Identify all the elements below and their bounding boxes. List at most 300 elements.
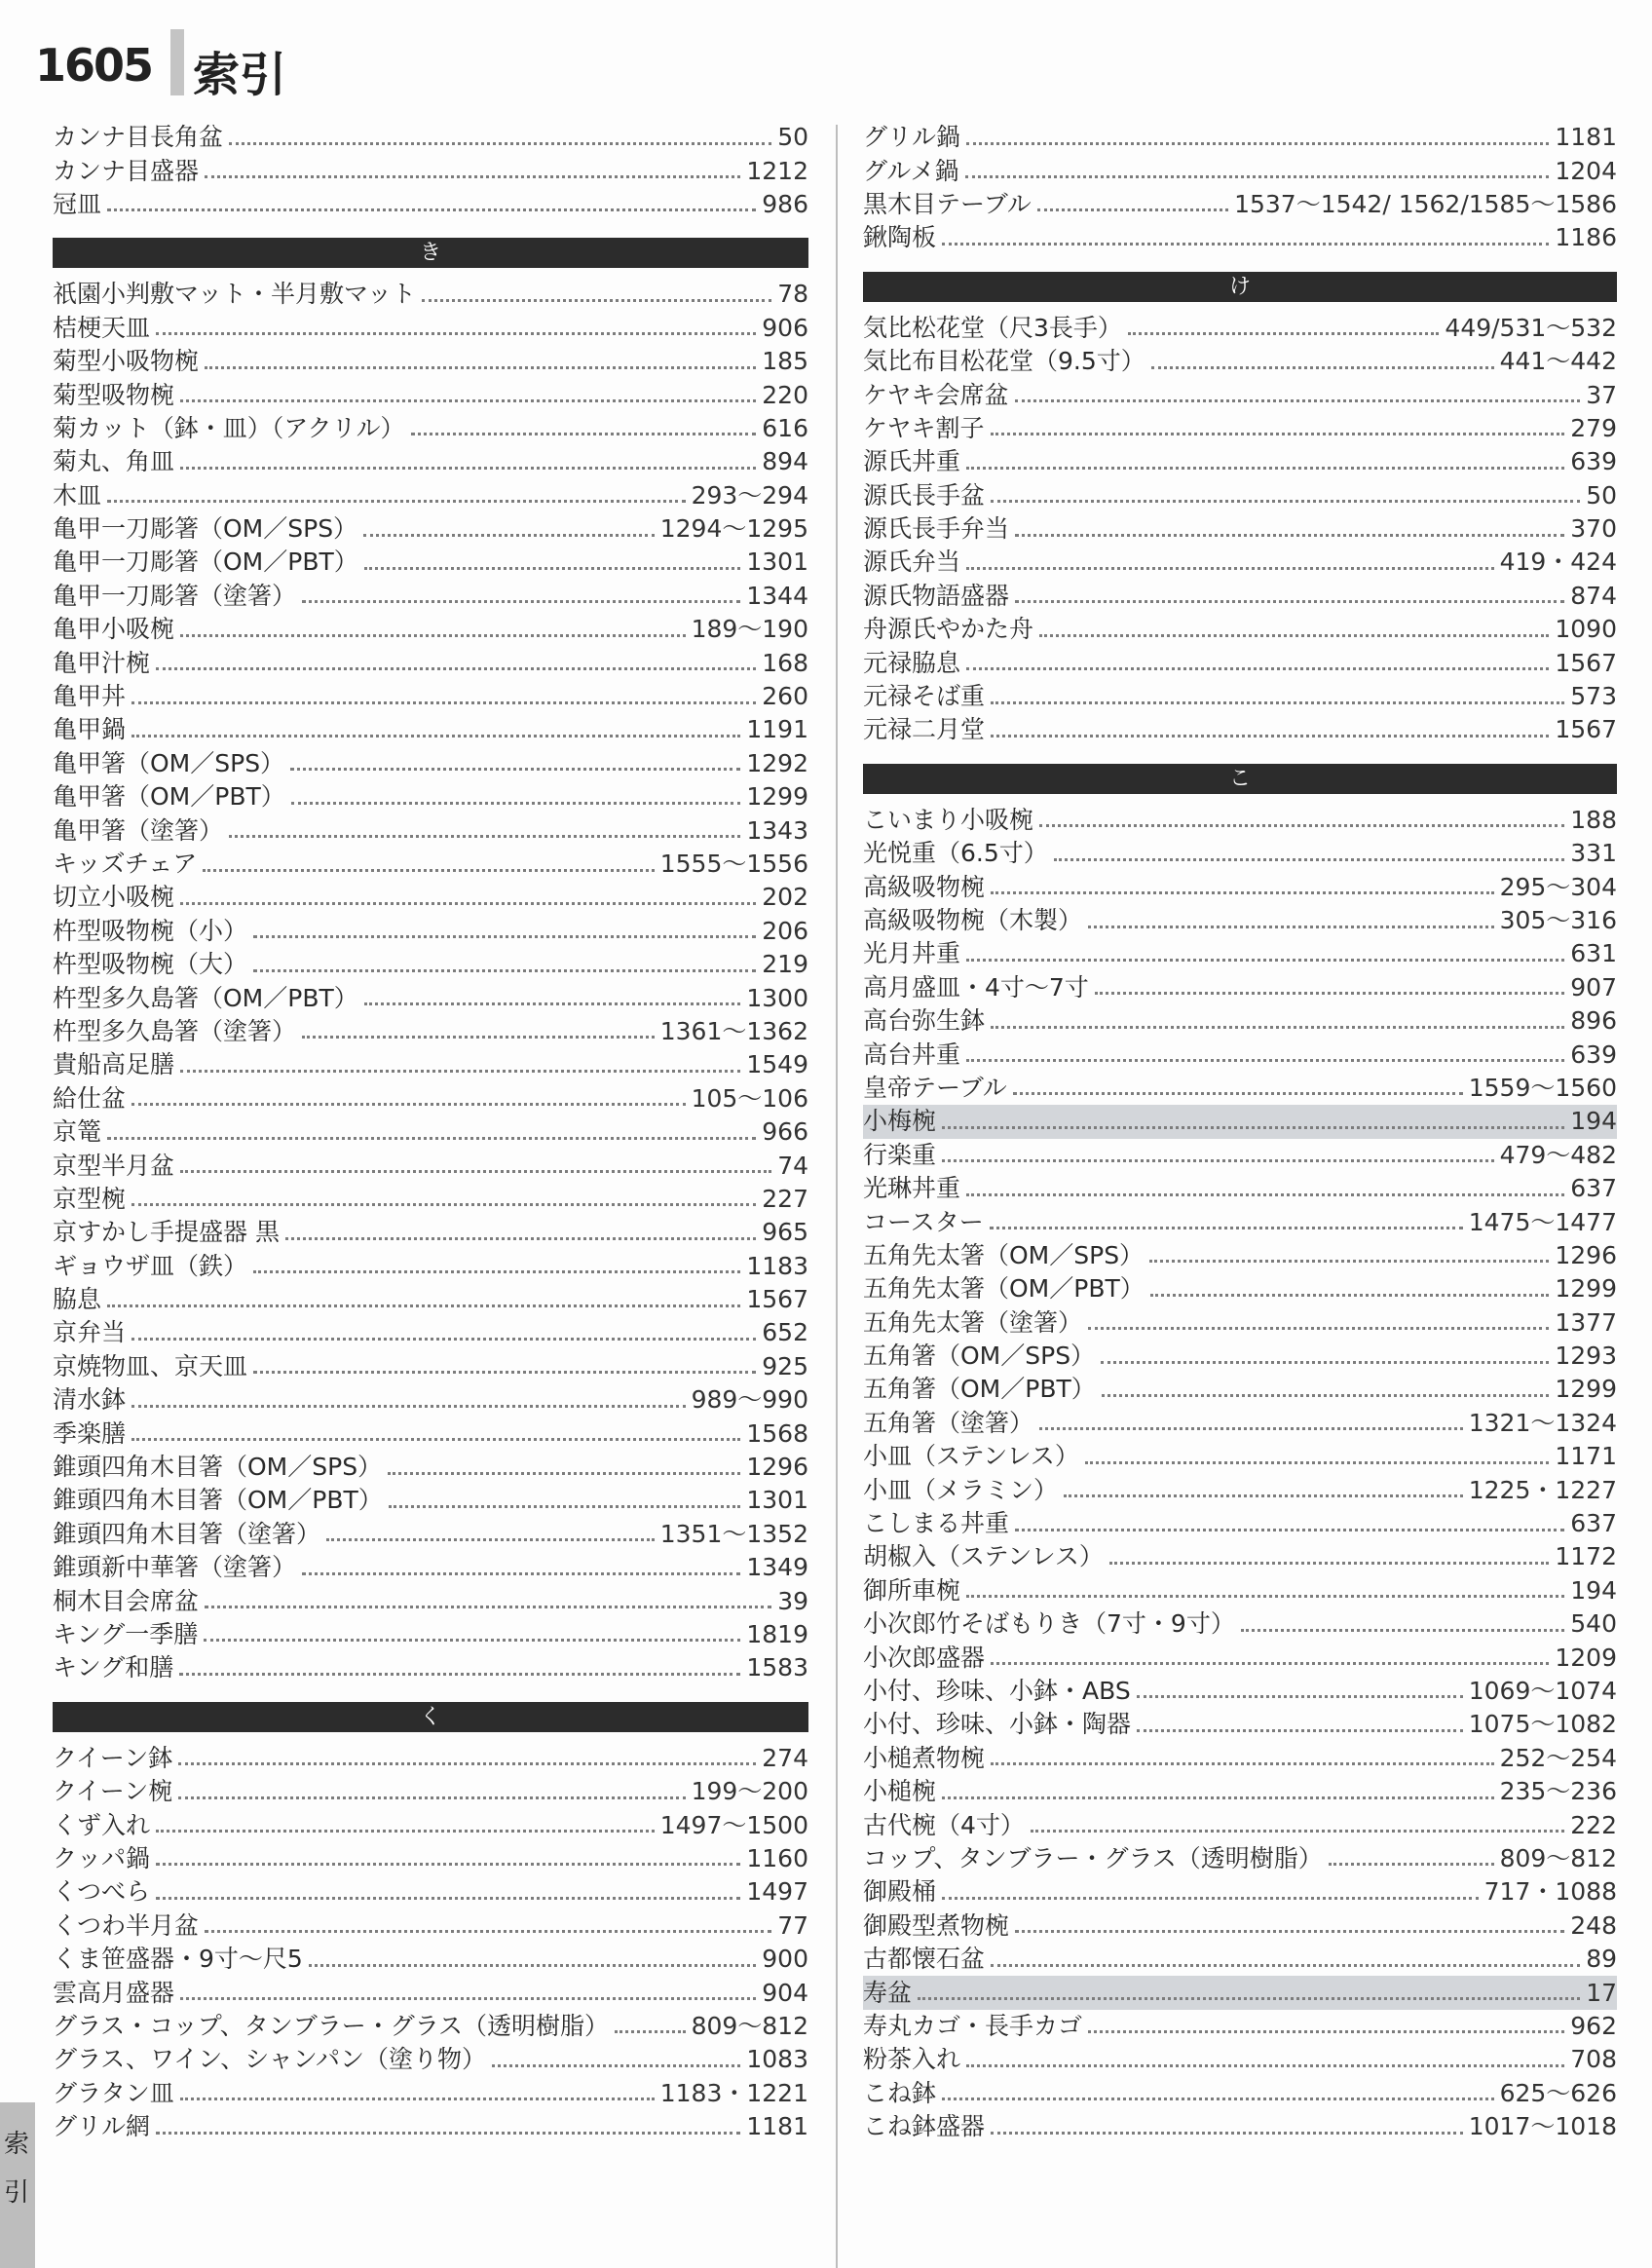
entry-page: 1351〜1352 [659, 1519, 808, 1548]
entry-name: グルメ鍋 [863, 156, 959, 185]
entry-name: 源氏丼重 [863, 447, 961, 476]
entry-name: くず入れ [53, 1810, 151, 1839]
index-entry[interactable] [863, 1340, 1617, 1373]
index-entry[interactable] [53, 445, 808, 478]
index-entry[interactable] [863, 2010, 1617, 2043]
entry-name: 高級吸物椀（木製） [863, 906, 1083, 934]
leader-dots [131, 701, 756, 704]
index-entry[interactable] [53, 188, 808, 221]
leader-dots [107, 500, 686, 503]
leader-dots [253, 1270, 740, 1273]
leader-dots [107, 1304, 740, 1307]
index-entry[interactable] [863, 1574, 1617, 1607]
entry-page: 449/531〜532 [1445, 313, 1617, 342]
index-entry[interactable] [53, 948, 808, 981]
side-index-tab[interactable] [0, 2102, 35, 2268]
entry-name: クイーン椀 [53, 1777, 173, 1806]
entry-page: 1225・1227 [1468, 1475, 1617, 1504]
index-entry[interactable] [863, 1641, 1617, 1674]
entry-page: 1069〜1074 [1468, 1676, 1617, 1705]
index-entry[interactable] [863, 1272, 1617, 1305]
index-entry[interactable] [863, 870, 1617, 903]
entry-page: 1294〜1295 [659, 514, 808, 544]
index-entry[interactable] [863, 1373, 1617, 1406]
entry-page: 39 [777, 1586, 808, 1615]
index-entry[interactable] [53, 1183, 808, 1216]
entry-page: 1301 [746, 1486, 808, 1515]
entry-name: 小槌椀 [863, 1777, 937, 1806]
entry-name: キング一季膳 [53, 1619, 199, 1648]
leader-dots [131, 1338, 756, 1341]
entry-page: 1186 [1555, 223, 1617, 252]
entry-name: 錐頭新中華箸（塗箸） [53, 1553, 297, 1582]
leader-dots [1085, 1461, 1549, 1464]
entry-page: 227 [762, 1184, 808, 1213]
leader-dots [1151, 366, 1494, 369]
index-entry[interactable] [863, 345, 1617, 378]
index-entry[interactable] [53, 613, 808, 646]
index-entry[interactable] [863, 121, 1617, 154]
entry-page: 637 [1570, 1509, 1617, 1538]
leader-dots [156, 667, 756, 670]
index-entry[interactable] [863, 512, 1617, 546]
leader-dots [302, 600, 740, 603]
index-entry[interactable] [863, 580, 1617, 613]
entry-page: 1497〜1500 [659, 1810, 808, 1839]
index-entry[interactable] [53, 1082, 808, 1115]
index-entry[interactable] [863, 1507, 1617, 1540]
entry-name: 清水鉢 [53, 1385, 127, 1415]
index-entry[interactable] [53, 646, 808, 679]
entry-name: 高台丼重 [863, 1040, 961, 1069]
index-entry[interactable] [53, 1350, 808, 1383]
index-entry[interactable] [53, 1551, 808, 1584]
index-entry[interactable] [863, 1072, 1617, 1105]
index-entry[interactable] [863, 1909, 1617, 1943]
entry-page: 809〜812 [691, 2011, 808, 2040]
index-entry[interactable] [53, 1383, 808, 1417]
index-entry[interactable] [863, 1172, 1617, 1205]
index-entry[interactable] [863, 1742, 1617, 1775]
index-entry[interactable] [863, 1205, 1617, 1238]
index-entry[interactable] [53, 2043, 808, 2076]
index-entry[interactable] [53, 1976, 808, 2009]
index-entry[interactable] [53, 680, 808, 713]
leader-dots [991, 1964, 1580, 1967]
leader-dots [1150, 1294, 1550, 1297]
entry-page: 1296 [746, 1453, 808, 1482]
index-entry[interactable] [53, 345, 808, 378]
leader-dots [991, 1662, 1549, 1665]
index-entry[interactable] [863, 2043, 1617, 2076]
leader-dots [1128, 332, 1440, 335]
index-entry[interactable] [863, 188, 1617, 221]
index-entry[interactable] [53, 1842, 808, 1875]
index-entry[interactable] [863, 445, 1617, 478]
entry-name: くつわ半月盆 [53, 1910, 200, 1940]
entry-name: 小付、珍味、小鉢・ABS [863, 1676, 1131, 1705]
entry-name: 木皿 [53, 480, 102, 510]
entry-name: 脇息 [53, 1285, 102, 1314]
entry-page: 1299 [746, 782, 808, 812]
entry-page: 331 [1570, 839, 1617, 868]
leader-dots [966, 2064, 1564, 2067]
entry-name: ケヤキ割子 [863, 413, 985, 442]
index-entry[interactable] [863, 1038, 1617, 1071]
entry-page: 235〜236 [1499, 1777, 1617, 1806]
entry-page: 1301 [746, 548, 808, 577]
index-entry[interactable] [863, 1842, 1617, 1875]
entry-name: 小次郎竹そばもりき（7寸・9寸） [863, 1609, 1235, 1639]
index-entry[interactable] [863, 2110, 1617, 2143]
entry-name: 御所車椀 [863, 1575, 961, 1605]
entry-page: 1183・1221 [659, 2078, 808, 2107]
entry-page: 1292 [746, 748, 808, 777]
index-entry[interactable] [863, 680, 1617, 713]
leader-dots [615, 2030, 686, 2033]
entry-page: 50 [1586, 480, 1617, 510]
entry-page: 1299 [1555, 1274, 1617, 1304]
index-entry[interactable] [53, 1584, 808, 1617]
index-entry[interactable] [53, 580, 808, 613]
index-entry[interactable] [863, 1004, 1617, 1038]
leader-dots [990, 1227, 1463, 1229]
leader-dots [1013, 1092, 1463, 1095]
entry-name: 黒木目テーブル [863, 189, 1032, 218]
leader-dots [422, 299, 771, 302]
entry-name: 貴船高足膳 [53, 1050, 175, 1079]
entry-page: 639 [1570, 1040, 1617, 1069]
leader-dots [966, 959, 1564, 962]
entry-name: 源氏物語盛器 [863, 581, 1010, 610]
entry-name: 源氏長手盆 [863, 480, 986, 510]
entry-page: 370 [1570, 514, 1617, 544]
entry-page: 1160 [746, 1843, 808, 1872]
entry-name: クッパ鍋 [53, 1843, 151, 1872]
index-entry[interactable] [863, 1607, 1617, 1641]
entry-name: 錐頭四角木目箸（OM／PBT） [53, 1486, 383, 1515]
entry-name: 光琳丼重 [863, 1174, 961, 1203]
index-entry[interactable] [863, 1875, 1617, 1909]
leader-dots [290, 768, 740, 771]
index-entry[interactable] [863, 412, 1617, 445]
leader-dots [229, 835, 740, 838]
index-entry[interactable] [53, 2010, 808, 2043]
leader-dots [180, 1070, 740, 1073]
entry-name: 古代椀（4寸） [863, 1810, 1025, 1839]
entry-page: 616 [762, 413, 808, 442]
entry-name: 御殿型煮物椀 [863, 1910, 1010, 1940]
side-tab-char-1: 索 [4, 2130, 30, 2159]
index-entry[interactable] [53, 1115, 808, 1149]
index-entry[interactable] [53, 1943, 808, 1976]
index-entry[interactable] [863, 904, 1617, 937]
index-entry[interactable] [863, 1139, 1617, 1172]
index-entry[interactable] [863, 613, 1617, 646]
index-entry[interactable] [53, 1250, 808, 1283]
index-entry[interactable] [53, 512, 808, 546]
index-entry[interactable] [863, 713, 1617, 746]
leader-dots [131, 1405, 686, 1408]
entry-page: 708 [1570, 2045, 1617, 2074]
entry-page: 206 [762, 916, 808, 945]
index-entry[interactable] [53, 848, 808, 881]
entry-name: 切立小吸椀 [53, 883, 175, 912]
index-entry[interactable] [53, 412, 808, 445]
leader-dots [364, 1002, 741, 1005]
entry-page: 1090 [1555, 615, 1617, 644]
entry-page: 809〜812 [1499, 1843, 1617, 1872]
entry-page: 717・1088 [1483, 1877, 1617, 1907]
leader-dots [291, 802, 741, 805]
index-entry[interactable] [53, 1651, 808, 1684]
index-entry[interactable] [863, 1708, 1617, 1741]
entry-page: 1583 [746, 1653, 808, 1682]
leader-dots [1101, 1361, 1549, 1364]
index-entry[interactable] [53, 1216, 808, 1249]
index-entry[interactable] [53, 1048, 808, 1081]
entry-page: 1321〜1324 [1468, 1408, 1617, 1437]
index-entry[interactable] [53, 121, 808, 154]
leader-dots [131, 735, 740, 737]
index-entry[interactable] [53, 546, 808, 579]
leader-dots [991, 2132, 1463, 2135]
index-entry[interactable] [863, 1675, 1617, 1708]
leader-dots [1015, 399, 1581, 402]
index-entry[interactable] [53, 813, 808, 847]
leader-dots [180, 902, 756, 905]
entry-page: 1475〜1477 [1468, 1207, 1617, 1236]
leader-dots [107, 208, 756, 211]
index-entry[interactable] [863, 154, 1617, 187]
entry-page: 252〜254 [1499, 1743, 1617, 1772]
entry-name: 亀甲丼 [53, 682, 127, 711]
entry-name: こね鉢 [863, 2078, 937, 2107]
index-entry[interactable] [53, 1875, 808, 1909]
index-entry[interactable] [53, 2076, 808, 2109]
leader-dots [966, 667, 1549, 670]
entry-name: 小皿（ステンレス） [863, 1442, 1079, 1471]
leader-dots [1015, 534, 1564, 537]
entry-name: 行楽重 [863, 1140, 937, 1169]
entry-page: 1567 [1555, 715, 1617, 744]
leader-dots [326, 1538, 655, 1541]
index-entry[interactable] [53, 479, 808, 512]
index-entry[interactable] [53, 1618, 808, 1651]
index-entry[interactable] [53, 278, 808, 311]
header-accent-bar [170, 29, 184, 95]
leader-dots [309, 1964, 756, 1967]
index-entry[interactable] [53, 981, 808, 1014]
index-entry[interactable] [53, 1283, 808, 1316]
entry-name: 雲高月盛器 [53, 1978, 175, 2007]
leader-dots [991, 500, 1580, 503]
leader-dots [991, 1026, 1564, 1029]
entry-name: グリル網 [53, 2112, 151, 2141]
index-entry[interactable] [53, 1909, 808, 1943]
index-entry[interactable] [53, 1149, 808, 1182]
index-entry[interactable] [863, 1808, 1617, 1841]
index-entry[interactable] [863, 2076, 1617, 2109]
entry-name: ケヤキ会席盆 [863, 380, 1009, 409]
entry-page: 105〜106 [691, 1083, 808, 1113]
index-entry[interactable] [863, 937, 1617, 970]
leader-dots [1015, 1930, 1564, 1933]
leader-dots [1039, 824, 1564, 827]
leader-dots [1137, 1695, 1463, 1698]
entry-name: 亀甲鍋 [53, 715, 127, 744]
entry-name: 祇園小判敷マット・半月敷マット [53, 280, 417, 309]
leader-dots [253, 1371, 756, 1374]
entry-name: コースター [863, 1207, 984, 1236]
index-entry[interactable] [53, 1518, 808, 1551]
index-entry[interactable] [863, 1239, 1617, 1272]
entry-page: 962 [1570, 2011, 1617, 2040]
entry-name: 胡椒入（ステンレス） [863, 1542, 1104, 1571]
entry-page: 1567 [746, 1285, 808, 1314]
entry-name: キング和膳 [53, 1653, 174, 1682]
index-entry[interactable] [863, 1943, 1617, 1976]
entry-page: 1555〜1556 [659, 850, 808, 878]
index-entry[interactable] [863, 646, 1617, 679]
index-entry[interactable] [863, 1540, 1617, 1573]
entry-page: 1209 [1555, 1643, 1617, 1672]
leader-dots [918, 1997, 1580, 2000]
index-entry[interactable] [863, 1440, 1617, 1473]
entry-name: 杵型多久島箸（OM／PBT） [53, 983, 358, 1012]
entry-page: 248 [1570, 1910, 1617, 1940]
entry-page: 1183 [746, 1251, 808, 1280]
page-number: 1605 [35, 39, 153, 92]
entry-page: 1293 [1555, 1342, 1617, 1371]
entry-name: 小皿（メラミン） [863, 1475, 1059, 1504]
index-entry[interactable] [53, 1484, 808, 1517]
entry-page: 189〜190 [691, 615, 808, 644]
index-entry[interactable] [863, 971, 1617, 1004]
entry-name: 光月丼重 [863, 939, 961, 968]
entry-name: 五角箸（OM／SPS） [863, 1342, 1096, 1371]
entry-name: 鍬陶板 [863, 223, 937, 252]
leader-dots [1088, 2030, 1564, 2033]
entry-name: 古都懐石盆 [863, 1945, 986, 1974]
index-entry[interactable] [53, 747, 808, 780]
entry-page: 1819 [746, 1619, 808, 1648]
entry-page: 305〜316 [1499, 906, 1617, 934]
leader-dots [1015, 1529, 1564, 1531]
index-entry[interactable] [53, 1015, 808, 1048]
entry-name: 高台弥生鉢 [863, 1006, 986, 1036]
leader-dots [991, 1762, 1494, 1765]
index-entry[interactable] [53, 1316, 808, 1349]
index-entry[interactable] [53, 915, 808, 948]
entry-name: 京焼物皿、京天皿 [53, 1351, 248, 1380]
index-entry[interactable] [863, 479, 1617, 512]
leader-dots [1095, 992, 1564, 995]
index-entry[interactable] [863, 1306, 1617, 1340]
entry-page: 199〜200 [691, 1777, 808, 1806]
entry-name: 高級吸物椀 [863, 872, 986, 901]
leader-dots [492, 2064, 740, 2067]
entry-name: 五角箸（塗箸） [863, 1408, 1034, 1437]
index-entry[interactable] [53, 1808, 808, 1841]
index-entry[interactable] [53, 1417, 808, 1450]
leader-dots [180, 467, 756, 470]
leader-dots [285, 1237, 756, 1240]
page-header [19, 29, 409, 102]
entry-page: 295〜304 [1499, 872, 1617, 901]
index-entry[interactable] [863, 312, 1617, 345]
entry-page: 989〜990 [691, 1385, 808, 1415]
entry-page: 1377 [1555, 1307, 1617, 1337]
leader-dots [364, 567, 741, 570]
leader-dots [253, 969, 756, 972]
entry-name: 気比松花堂（尺3長手） [863, 313, 1122, 342]
index-entry[interactable] [53, 1451, 808, 1484]
index-entry[interactable] [53, 1742, 808, 1775]
section-header: き [53, 238, 808, 268]
leader-dots [180, 634, 686, 637]
leader-dots [156, 1830, 655, 1833]
index-entry[interactable] [53, 154, 808, 187]
entry-name: 亀甲箸（OM／SPS） [53, 748, 285, 777]
index-entry[interactable] [53, 378, 808, 411]
index-entry[interactable] [863, 378, 1617, 411]
entry-page: 1212 [746, 156, 808, 185]
index-entry[interactable] [863, 1976, 1617, 2009]
section-header: け [863, 272, 1617, 302]
entry-page: 1349 [746, 1553, 808, 1582]
entry-name: 光悦重（6.5寸） [863, 839, 1048, 868]
entry-page: 194 [1570, 1575, 1617, 1605]
index-entry[interactable] [53, 780, 808, 813]
entry-page: 1344 [746, 581, 808, 610]
entry-name: 亀甲箸（塗箸） [53, 815, 224, 845]
index-entry[interactable] [53, 713, 808, 746]
entry-name: 五角箸（OM／PBT） [863, 1375, 1096, 1404]
entry-name: 元禄脇息 [863, 648, 961, 677]
entry-page: 50 [777, 123, 808, 152]
index-entry[interactable] [53, 1775, 808, 1808]
entry-page: 293〜294 [691, 480, 808, 510]
entry-name: 亀甲箸（OM／PBT） [53, 782, 285, 812]
entry-name: グラス、ワイン、シャンパン（塗り物） [53, 2045, 487, 2074]
index-entry[interactable] [863, 221, 1617, 254]
index-entry[interactable] [863, 804, 1617, 837]
index-entry[interactable] [53, 312, 808, 345]
index-entry[interactable] [863, 546, 1617, 579]
leader-dots [180, 1997, 756, 2000]
page-title: 索引 [193, 48, 287, 102]
index-entry[interactable] [863, 1775, 1617, 1808]
index-entry[interactable] [863, 837, 1617, 870]
index-entry[interactable] [863, 1473, 1617, 1506]
leader-dots [178, 1796, 685, 1799]
index-entry[interactable] [53, 2110, 808, 2143]
index-entry[interactable] [863, 1407, 1617, 1440]
leader-dots [942, 243, 1549, 246]
leader-dots [965, 175, 1550, 178]
entry-name: 寿盆 [863, 1978, 913, 2007]
leader-dots [180, 2098, 655, 2100]
index-entry[interactable] [53, 881, 808, 914]
leader-dots [1102, 1394, 1550, 1397]
index-entry[interactable] [863, 1105, 1617, 1138]
leader-dots [1064, 1494, 1463, 1497]
entry-name: 季楽膳 [53, 1418, 127, 1448]
entry-page: 1559〜1560 [1468, 1073, 1617, 1102]
entry-name: こいまり小吸椀 [863, 805, 1034, 834]
leader-dots [205, 1606, 771, 1608]
